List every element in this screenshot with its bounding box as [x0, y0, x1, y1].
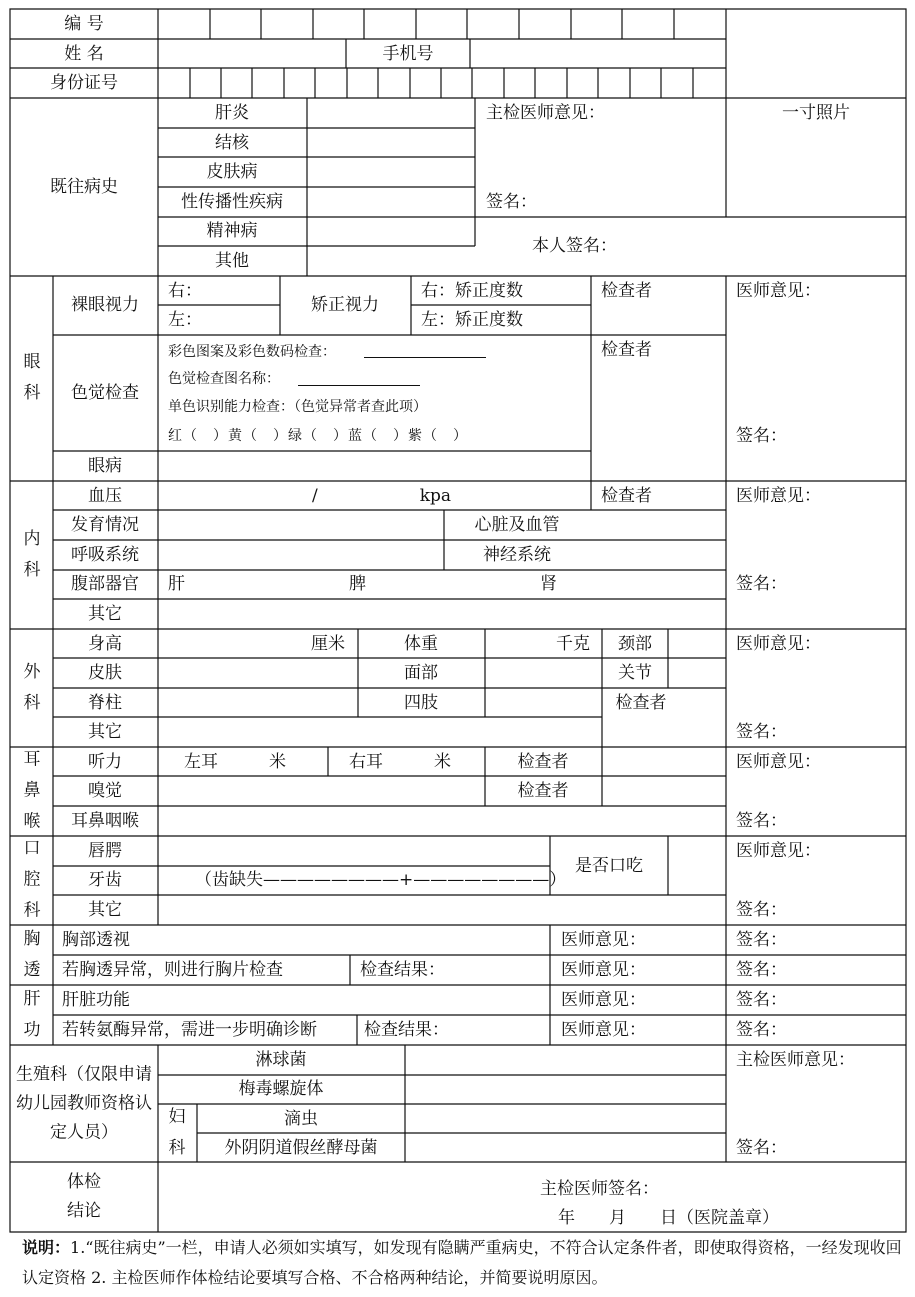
- oral-sign: 签名：: [736, 900, 787, 920]
- internal-section-label: 内科: [23, 529, 41, 580]
- surgery-examiner: 检查者: [615, 693, 667, 713]
- history-item-tuberculosis: 结核: [215, 133, 249, 153]
- bp-label: 血压: [88, 486, 122, 506]
- kidney-label: 肾: [540, 574, 557, 594]
- internal-doctor-opinion: 医师意见：: [736, 486, 821, 506]
- trichomonas-label: 滴虫: [284, 1109, 318, 1129]
- ent-section-label: 耳鼻喉: [23, 749, 41, 832]
- repro-chief-opinion: 主检医师意见：: [736, 1050, 855, 1070]
- chest-sign-1: 签名：: [736, 930, 787, 950]
- corrected-vision-label: 矫正视力: [311, 295, 379, 315]
- eye-doctor-opinion: 医师意见：: [736, 281, 821, 301]
- cm-unit: 厘米: [311, 634, 345, 654]
- liver-result-label: 检查结果：: [364, 1020, 449, 1040]
- neck-label: 颈部: [618, 634, 652, 654]
- conclusion-label: 体检结论: [67, 1172, 101, 1221]
- repro-sign: 签名：: [736, 1138, 787, 1158]
- phone-label: 手机号: [382, 44, 434, 64]
- spleen-label: 脾: [349, 574, 366, 594]
- right-correction-label: 右：矫正度数: [421, 281, 523, 301]
- chest-xray-label: 胸部透视: [62, 930, 130, 950]
- kg-unit: 千克: [556, 634, 590, 654]
- naked-right-label: 右：: [168, 281, 202, 301]
- note-label: 说明：: [22, 1238, 71, 1257]
- spine-label: 脊柱: [88, 693, 122, 713]
- chest-doctor-opinion-1: 医师意见：: [561, 930, 646, 950]
- eye-examiner-1: 检查者: [601, 281, 652, 301]
- chief-doctor-sign: 主检医师签名：: [540, 1179, 659, 1199]
- left-correction-label: 左：矫正度数: [421, 310, 523, 330]
- internal-examiner: 检查者: [601, 486, 652, 506]
- history-doctor-opinion: 主检医师意见：: [486, 103, 605, 123]
- liver-doctor-opinion-1: 医师意见：: [561, 990, 646, 1010]
- name-label: 姓 名: [64, 44, 104, 64]
- reproductive-section-label: 生殖科（仅限申请幼儿园教师资格认定人员）: [16, 1064, 152, 1143]
- color-chart-blank: [298, 385, 420, 386]
- oral-doctor-opinion: 医师意见：: [736, 841, 821, 861]
- ent-examiner-1: 检查者: [517, 752, 569, 772]
- gonorrhea-label: 淋球菌: [255, 1050, 307, 1070]
- liver-section-label: 肝功: [23, 989, 41, 1040]
- candida-label: 外阴阴道假丝酵母菌: [224, 1138, 378, 1158]
- history-sign: 签名：: [486, 192, 537, 212]
- eye-sign: 签名：: [736, 426, 787, 446]
- chest-abnormal-label: 若胸透异常，则进行胸片检查: [62, 960, 283, 980]
- date-and-seal: 年 月 日（医院盖章）: [558, 1208, 779, 1228]
- internal-other-label: 其它: [88, 604, 122, 624]
- color-pattern-blank: [364, 357, 486, 358]
- skin-label: 皮肤: [88, 663, 122, 683]
- eye-examiner-2: 检查者: [601, 340, 652, 360]
- gynecology-label: 妇科: [168, 1107, 186, 1158]
- hearing-label: 听力: [88, 752, 122, 772]
- ent-throat-label: 耳鼻咽喉: [71, 811, 139, 831]
- joint-label: 关节: [618, 663, 652, 683]
- history-item-other: 其他: [215, 251, 249, 271]
- liver-sign-2: 签名：: [736, 1020, 787, 1040]
- note-text: 1.“既往病史”一栏，申请人必须如实填写，如发现有隐瞒严重病史，不符合认定条件者，即使取得资格，一经发现收回认定资格 2. 主检医师作体检结论要填写合格、不合格两种结论，并简要说明原因。: [22, 1238, 902, 1287]
- face-label: 面部: [404, 663, 438, 683]
- left-ear-label: 左耳 米: [184, 752, 286, 772]
- liver-sign-1: 签名：: [736, 990, 787, 1010]
- right-ear-label: 右耳 米: [349, 752, 451, 772]
- naked-vision-label: 裸眼视力: [71, 295, 139, 315]
- color-chart-name: 色觉检查图名称：: [168, 371, 280, 387]
- abdomen-label: 腹部器官: [71, 574, 139, 594]
- oral-other-label: 其它: [88, 900, 122, 920]
- id-number-label: 身份证号: [50, 73, 118, 93]
- chest-result-label: 检查结果：: [360, 960, 445, 980]
- number-label: 编 号: [64, 14, 104, 34]
- development-label: 发育情况: [71, 515, 139, 535]
- surgery-doctor-opinion: 医师意见：: [736, 634, 821, 654]
- history-label: 既往病史: [50, 177, 118, 197]
- liver-label: 肝: [168, 574, 185, 594]
- surgery-sign: 签名：: [736, 722, 787, 742]
- liver-abnormal-label: 若转氨酶异常，需进一步明确诊断: [62, 1020, 317, 1040]
- internal-sign: 签名：: [736, 574, 787, 594]
- chest-doctor-opinion-2: 医师意见：: [561, 960, 646, 980]
- eye-section-label: 眼科: [23, 352, 41, 403]
- color-vision-label: 色觉检查: [71, 383, 139, 403]
- teeth-label: 牙齿: [88, 870, 122, 890]
- nervous-label: 神经系统: [483, 545, 551, 565]
- eye-disease-label: 眼病: [88, 456, 122, 476]
- self-sign: 本人签名：: [532, 236, 617, 256]
- chest-section-label: 胸透: [23, 929, 41, 980]
- naked-left-label: 左：: [168, 310, 202, 330]
- surgery-section-label: 外科: [23, 662, 41, 713]
- ent-examiner-2: 检查者: [517, 781, 569, 801]
- limbs-label: 四肢: [404, 693, 438, 713]
- history-item-mental: 精神病: [206, 221, 258, 241]
- monochrome-check: 单色识别能力检查：（色觉异常者查此项）: [168, 399, 427, 415]
- instructions-note: [22, 1233, 907, 1293]
- syphilis-label: 梅毒螺旋体: [238, 1079, 324, 1099]
- oral-section-label: 口腔科: [23, 838, 41, 921]
- heart-label: 心脏及血管: [474, 515, 560, 535]
- photo-label: 一寸照片: [782, 103, 850, 123]
- history-item-skin: 皮肤病: [206, 162, 258, 182]
- ent-sign: 签名：: [736, 811, 787, 831]
- surgery-other-label: 其它: [88, 722, 122, 742]
- color-pattern-check: 彩色图案及彩色数码检查：: [168, 344, 336, 360]
- smell-label: 嗅觉: [88, 781, 122, 801]
- liver-doctor-opinion-2: 医师意见：: [561, 1020, 646, 1040]
- bp-value: / kpa: [312, 486, 452, 506]
- teeth-missing-value: （齿缺失————————+————————）: [195, 870, 567, 890]
- respiratory-label: 呼吸系统: [71, 545, 139, 565]
- history-item-hepatitis: 肝炎: [215, 103, 249, 123]
- ent-doctor-opinion: 医师意见：: [736, 752, 821, 772]
- lips-label: 唇腭: [88, 841, 122, 861]
- stutter-label: 是否口吃: [575, 856, 643, 876]
- height-label: 身高: [88, 634, 122, 654]
- color-options: 红（ ）黄（ ）绿（ ）蓝（ ）紫（ ）: [168, 428, 468, 444]
- weight-label: 体重: [404, 634, 438, 654]
- liver-function-label: 肝脏功能: [62, 990, 130, 1010]
- history-item-std: 性传播性疾病: [181, 192, 283, 212]
- chest-sign-2: 签名：: [736, 960, 787, 980]
